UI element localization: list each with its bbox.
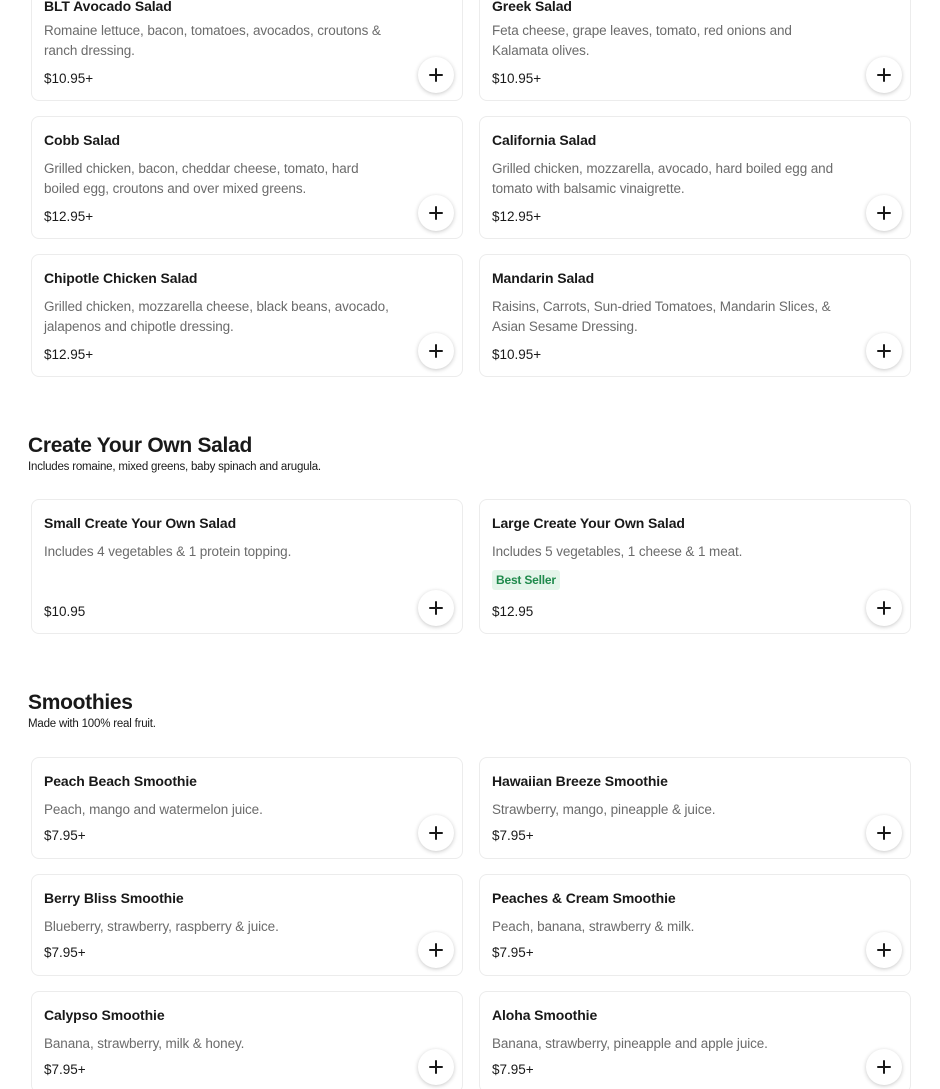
- item-name: Cobb Salad: [44, 132, 121, 148]
- item-name: Aloha Smoothie: [492, 1007, 598, 1023]
- plus-icon: [876, 343, 892, 359]
- item-price: $12.95+: [44, 209, 94, 224]
- menu-item-card[interactable]: [31, 991, 463, 1089]
- item-name: California Salad: [492, 132, 597, 148]
- menu-item-card[interactable]: [31, 0, 463, 101]
- add-item-button[interactable]: [866, 932, 902, 968]
- item-price: $7.95+: [492, 1062, 534, 1077]
- plus-icon: [876, 942, 892, 958]
- item-description: Banana, strawberry, milk & honey.: [44, 1036, 245, 1051]
- add-item-button[interactable]: [418, 815, 454, 851]
- item-name: Large Create Your Own Salad: [492, 515, 685, 531]
- item-name: Mandarin Salad: [492, 270, 595, 286]
- add-item-button[interactable]: [866, 1049, 902, 1085]
- menu-item-card[interactable]: [31, 254, 463, 377]
- plus-icon: [876, 205, 892, 221]
- section-subtitle: Made with 100% real fruit.: [28, 718, 156, 730]
- plus-icon: [876, 600, 892, 616]
- plus-icon: [428, 343, 444, 359]
- plus-icon: [428, 600, 444, 616]
- add-item-button[interactable]: [418, 57, 454, 93]
- plus-icon: [428, 1059, 444, 1075]
- menu-item-card[interactable]: [31, 757, 463, 859]
- item-price: $10.95+: [44, 71, 94, 86]
- item-description: Banana, strawberry, pineapple and apple juice.: [492, 1036, 768, 1051]
- item-price: $10.95: [44, 604, 86, 619]
- section-title: Create Your Own Salad: [28, 434, 252, 457]
- add-item-button[interactable]: [418, 590, 454, 626]
- item-name: Berry Bliss Smoothie: [44, 890, 184, 906]
- item-description: Grilled chicken, bacon, cheddar cheese, tomato, hard boiled egg, croutons and over mixed greens.: [44, 161, 359, 196]
- item-price: $7.95+: [44, 828, 86, 843]
- item-price: $12.95+: [492, 209, 542, 224]
- plus-icon: [876, 1059, 892, 1075]
- item-description: Feta cheese, grape leaves, tomato, red onions and Kalamata olives.: [492, 23, 792, 58]
- plus-icon: [876, 825, 892, 841]
- plus-icon: [428, 205, 444, 221]
- item-price: $7.95+: [44, 945, 86, 960]
- menu-item-card[interactable]: [479, 499, 911, 634]
- add-item-button[interactable]: [866, 590, 902, 626]
- item-price: $7.95+: [44, 1062, 86, 1077]
- add-item-button[interactable]: [866, 57, 902, 93]
- add-item-button[interactable]: [418, 932, 454, 968]
- item-price: $12.95+: [44, 347, 94, 362]
- add-item-button[interactable]: [418, 1049, 454, 1085]
- item-price: $10.95+: [492, 71, 542, 86]
- item-name: BLT Avocado Salad: [44, 0, 172, 14]
- item-price: $7.95+: [492, 945, 534, 960]
- item-description: Blueberry, strawberry, raspberry & juice.: [44, 919, 279, 934]
- item-name: Chipotle Chicken Salad: [44, 270, 198, 286]
- item-description: Strawberry, mango, pineapple & juice.: [492, 802, 716, 817]
- item-name: Greek Salad: [492, 0, 572, 14]
- item-name: Small Create Your Own Salad: [44, 515, 237, 531]
- add-item-button[interactable]: [866, 333, 902, 369]
- item-description: Includes 5 vegetables, 1 cheese & 1 meat.: [492, 544, 743, 559]
- section-title: Smoothies: [28, 691, 133, 714]
- add-item-button[interactable]: [866, 195, 902, 231]
- menu-item-card[interactable]: [479, 991, 911, 1089]
- item-name: Peaches & Cream Smoothie: [492, 890, 676, 906]
- section-subtitle: Includes romaine, mixed greens, baby spinach and arugula.: [28, 461, 321, 473]
- add-item-button[interactable]: [866, 815, 902, 851]
- plus-icon: [428, 67, 444, 83]
- item-name: Hawaiian Breeze Smoothie: [492, 773, 668, 789]
- add-item-button[interactable]: [418, 195, 454, 231]
- item-description: Grilled chicken, mozzarella, avocado, hard boiled egg and tomato with balsamic vinaigrette.: [492, 161, 834, 196]
- item-price: $10.95+: [492, 347, 542, 362]
- item-description: Raisins, Carrots, Sun-dried Tomatoes, Mandarin Slices, & Asian Sesame Dressing.: [492, 299, 831, 334]
- menu-item-card[interactable]: [31, 116, 463, 239]
- item-price: $12.95: [492, 604, 534, 619]
- item-name: Calypso Smoothie: [44, 1007, 165, 1023]
- item-description: Peach, banana, strawberry & milk.: [492, 919, 695, 934]
- item-name: Peach Beach Smoothie: [44, 773, 197, 789]
- menu-item-card[interactable]: [479, 0, 911, 101]
- menu-item-card[interactable]: [479, 757, 911, 859]
- menu-item-card[interactable]: [31, 874, 463, 976]
- menu-item-card[interactable]: [479, 254, 911, 377]
- plus-icon: [428, 825, 444, 841]
- add-item-button[interactable]: [418, 333, 454, 369]
- plus-icon: [876, 67, 892, 83]
- menu-item-card[interactable]: [479, 116, 911, 239]
- item-description: Includes 4 vegetables & 1 protein topping.: [44, 544, 292, 559]
- item-description: Grilled chicken, mozzarella cheese, black beans, avocado, jalapenos and chipotle dressing.: [44, 299, 389, 334]
- item-description: Peach, mango and watermelon juice.: [44, 802, 263, 817]
- menu-item-card[interactable]: [479, 874, 911, 976]
- item-description: Romaine lettuce, bacon, tomatoes, avocados, croutons & ranch dressing.: [44, 23, 381, 58]
- menu-item-card[interactable]: [31, 499, 463, 634]
- plus-icon: [428, 942, 444, 958]
- item-price: $7.95+: [492, 828, 534, 843]
- best-seller-badge: Best Seller: [492, 570, 560, 590]
